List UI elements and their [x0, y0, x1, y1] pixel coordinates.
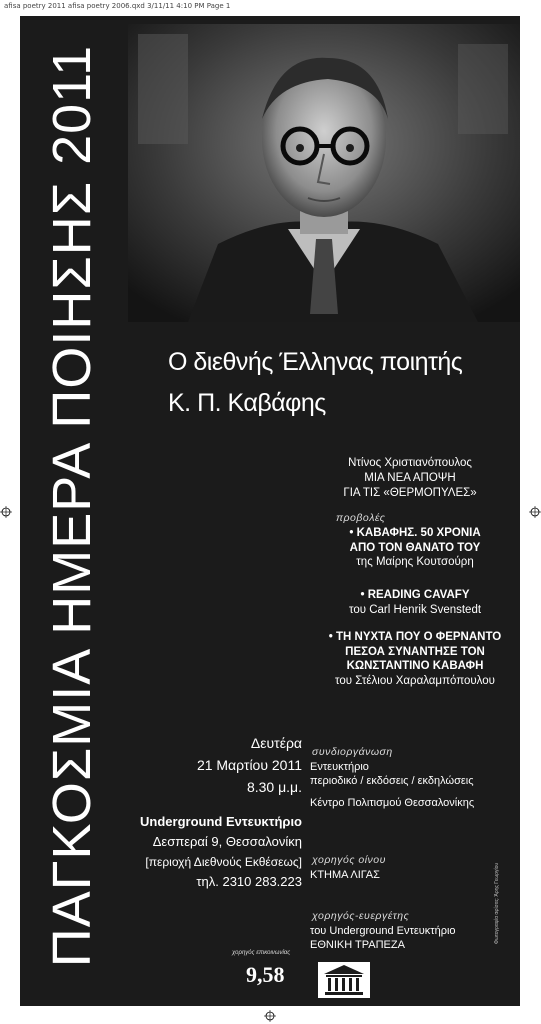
wine-sponsor-label: χορηγός οίνου [312, 854, 386, 866]
headline-line-1: Ο διεθνής Έλληνας ποιητής [168, 348, 463, 376]
radio-logo [246, 962, 294, 992]
co-organization-org1-line1: Εντευκτήριο [310, 761, 369, 773]
screening-item-line: • ΤΗ ΝΥΧΤΑ ΠΟΥ Ο ΦΕΡΝΑΝΤΟ [328, 631, 502, 643]
intro-author: Ντίνος Χριστιανόπουλος [348, 457, 472, 469]
venue-area: [περιοχή Διεθνούς Εκθέσεως] [145, 855, 302, 869]
registration-mark-icon [529, 506, 541, 518]
screening-item-line: ΠΕΣΟΑ ΣΥΝΑΝΤΗΣΕ ΤΟΝ [345, 645, 485, 658]
venue-name: Underground Εντευκτήριο [140, 814, 302, 829]
portrait-illustration [128, 24, 520, 322]
intro-title-line-2: ΓΙΑ ΤΙΣ «ΘΕΡΜΟΠΥΛΕΣ» [343, 487, 477, 499]
screening-item [310, 588, 520, 617]
venue-phone: τηλ. 2310 283.223 [196, 874, 302, 889]
bank-logo-name: ΕΘΝΙΚΗ ΤΡΑΠΕΖΑ [309, 1006, 379, 1015]
wine-sponsor-name: ΚΤΗΜΑ ΛΙΓΑΣ [310, 869, 380, 881]
bank-building-icon [316, 960, 372, 1000]
poet-portrait-photo [128, 24, 520, 322]
venue-block [140, 812, 302, 892]
poster [20, 16, 520, 1015]
headline [168, 342, 462, 424]
co-organization-label: συνδιοργάνωση [312, 746, 393, 758]
co-organization-org2: Κέντρο Πολιτισμού Θεσσαλονίκης [310, 797, 475, 809]
intro-title-line-1: ΜΙΑ ΝΕΑ ΑΠΟΨΗ [364, 472, 456, 484]
radio-logo-text: 9,58 [246, 962, 285, 987]
event-day: Δευτέρα [250, 735, 302, 751]
communication-sponsor-label: χορηγός επικοινωνίας [232, 950, 291, 956]
vertical-title-wrap [24, 26, 120, 986]
photo-credit [494, 864, 504, 944]
file-header: afisa poetry 2011 afisa poetry 2006.qxd 3/11/11 4:10 PM Page 1 [4, 2, 231, 10]
photo-credit-text: Φωτογραφία αφίσας: Άρης Γεωργίου [494, 862, 500, 944]
headline-line-2: Κ. Π. Καβάφης [168, 389, 326, 417]
registration-mark-icon [0, 506, 12, 518]
screening-item-credit: της Μαίρης Κουτσούρη [356, 556, 474, 568]
benefactor-line2: ΕΘΝΙΚΗ ΤΡΑΠΕΖΑ [310, 939, 405, 951]
event-datetime [197, 732, 302, 798]
screening-item [310, 526, 520, 570]
vertical-title: ΠΑΓΚΟΣΜΙΑ ΗΜΕΡΑ ΠΟΙΗΣΗΣ 2011 [42, 44, 102, 968]
screening-item-line: • READING CAVAFY [360, 589, 470, 601]
screening-item-credit: του Στέλιου Χαραλαμπόπουλου [335, 674, 495, 687]
event-time: 8.30 μ.μ. [246, 779, 302, 795]
benefactor-line1: του Underground Εντευκτήριο [310, 925, 456, 937]
screening-item-line: ΚΩΝΣΤΑΝΤΙΝΟ ΚΑΒΑΦΗ [346, 660, 484, 672]
screenings-label: προβολές [336, 512, 386, 524]
co-organization-org1-line2: περιοδικό / εκδόσεις / εκδηλώσεις [310, 775, 474, 787]
benefactor-label: χορηγός-ευεργέτης [312, 910, 410, 922]
screening-item-line: • ΚΑΒΑΦΗΣ. 50 ΧΡΟΝΙΑ [349, 527, 481, 539]
screening-item-line: ΑΠΟ ΤΟΝ ΘΑΝΑΤΟ ΤΟΥ [349, 541, 481, 554]
venue-address: Δεσπεραί 9, Θεσσαλονίκη [152, 834, 302, 849]
screening-item [310, 630, 520, 688]
screening-item-credit: του Carl Henrik Svenstedt [348, 603, 482, 616]
registration-mark-icon [264, 1010, 276, 1022]
event-date: 21 Μαρτίου 2011 [196, 757, 302, 773]
